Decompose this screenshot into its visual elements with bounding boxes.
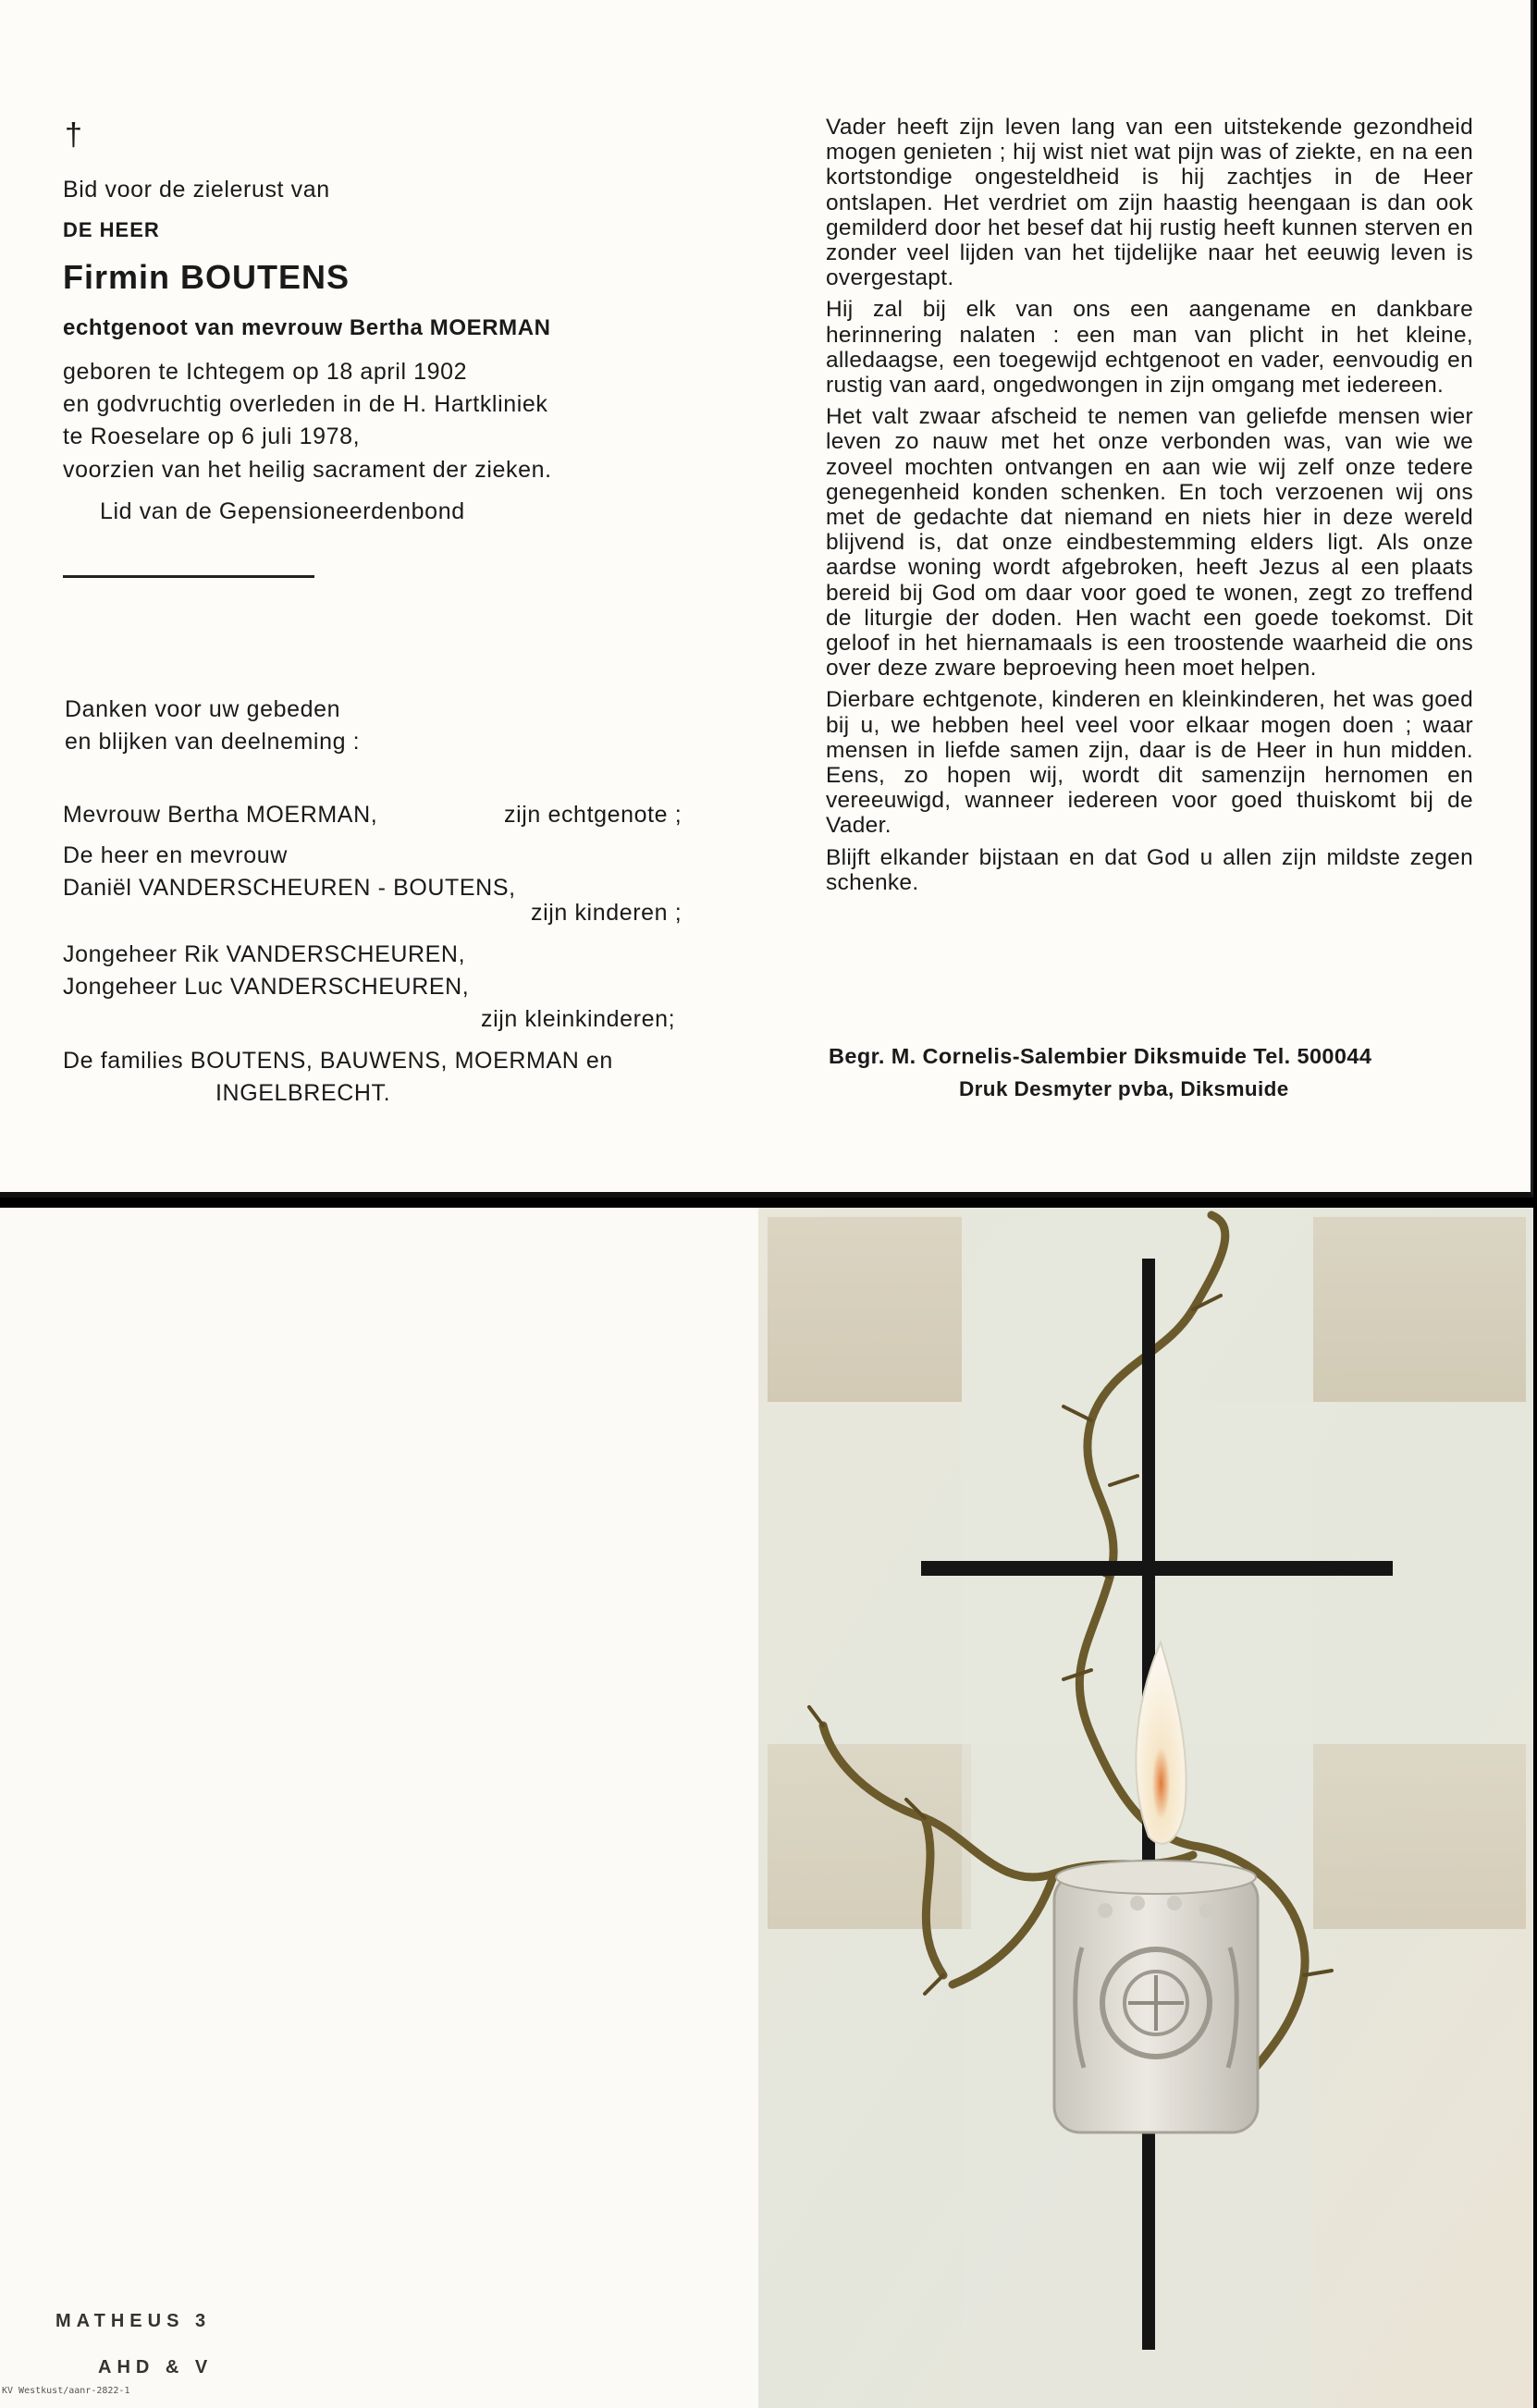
- printer-line: Druk Desmyter pvba, Diksmuide: [959, 1077, 1289, 1100]
- image-credit-2: AHD & V: [98, 2357, 214, 2377]
- cross-symbol: †: [65, 117, 83, 153]
- families-line-2: INGELBRECHT.: [215, 1080, 391, 1106]
- image-credit-1: MATHEUS 3: [55, 2311, 212, 2331]
- divider-line: [63, 575, 314, 578]
- grandchild-1: Jongeheer Rik VANDERSCHEUREN,: [63, 941, 466, 967]
- stone-block: [768, 1744, 971, 1929]
- eulogy-paragraph: Het valt zwaar afscheid te nemen van geliefde mensen wier leven zo nauw met het onze verbonden was, van wie we zoveel mochten ontvangen en aan wie wij zelf onze tedere genegenheid konden schenken. En toch verzoenen wij ons met de gedachte dat niemand en niets hier in deze wereld blijvend is, dat onze eindbestemming elders ligt. Als onze aardse woning wordt afgebroken, heeft Jezus al een plaats bereid bij God om daar voor goed te wonen, zegt zo treffend de liturgie der doden. Hen wacht een goede toekomst. Dit geloof in het hiernamaals is een troostende waarheid die ons over deze zware beproeving heen moet helpen.: [826, 404, 1473, 682]
- died-line-1: en godvruchtig overleden in de H. Hartkliniek: [63, 391, 548, 417]
- grandchildren-role: zijn kleinkinderen;: [481, 1006, 676, 1032]
- archive-stamp: KV Westkust/aanr-2822-1: [2, 2386, 130, 2396]
- children-line-1: De heer en mevrouw: [63, 842, 288, 868]
- deceased-name: [63, 259, 350, 296]
- stone-block: [768, 1217, 962, 1402]
- membership-line: Lid van de Gepensioneerdenbond: [100, 498, 465, 524]
- families-line-1: De families BOUTENS, BAUWENS, MOERMAN en: [63, 1048, 613, 1074]
- cross-horizontal-bar: [921, 1561, 1393, 1576]
- eulogy-paragraph: Blijft elkander bijstaan en dat God u allen zijn mildste zegen schenke.: [826, 844, 1473, 895]
- deceased-last-name: BOUTENS: [180, 258, 350, 296]
- intro-text: Bid voor de zielerust van: [63, 177, 330, 203]
- eulogy-text: [826, 115, 1473, 902]
- died-line-2: te Roeselare op 6 juli 1978,: [63, 424, 361, 449]
- deceased-first-name: Firmin: [63, 258, 171, 296]
- honorific: DE HEER: [63, 218, 160, 241]
- eulogy-paragraph: Dierbare echtgenote, kinderen en kleinkinderen, het was goed bij u, we hebben heel veel voor elkaar mogen doen ; waar mensen in liefde samen zijn, daar is de Heer in hun midden. Eens, zo hopen wij, wordt dit samenzijn hernomen en vereeuwigd, wanneer iedereen voor goed thuiskomt bij de Vader.: [826, 687, 1473, 839]
- born-line: geboren te Ichtegem op 18 april 1902: [63, 359, 468, 385]
- undertaker-line: Begr. M. Cornelis-Salembier Diksmuide Tel. 500044: [829, 1044, 1372, 1068]
- card-back-blank: [0, 1208, 758, 2408]
- spouse-name: Mevrouw Bertha MOERMAN,: [63, 802, 378, 828]
- stone-block: [1313, 1744, 1526, 1929]
- grandchild-2: Jongeheer Luc VANDERSCHEUREN,: [63, 974, 470, 1000]
- children-line-2: Daniël VANDERSCHEUREN - BOUTENS,: [63, 875, 516, 901]
- spouse-line: echtgenoot van mevrouw Bertha MOERMAN: [63, 315, 551, 340]
- thanks-line-1: Danken voor uw gebeden: [65, 696, 341, 722]
- spouse-role: zijn echtgenote ;: [504, 802, 682, 828]
- cross-candle-illustration: [758, 1208, 1533, 2408]
- stone-block: [1313, 1217, 1526, 1402]
- memorial-artwork: [758, 1208, 1533, 2408]
- candle: [1054, 1861, 1258, 2132]
- children-role: zijn kinderen ;: [531, 900, 682, 926]
- thanks-line-2: en blijken van deelneming :: [65, 729, 361, 755]
- memorial-card-text-side: [0, 0, 1533, 1198]
- eulogy-paragraph: Hij zal bij elk van ons een aangename en dankbare herinnering nalaten : een man van plicht in het kleine, alledaagse, een toegewijd echtgenoot en vader, eenvoudig en rustig van aard, ongedwongen in zijn omgang met iedereen.: [826, 297, 1473, 399]
- eulogy-paragraph: Vader heeft zijn leven lang van een uitstekende gezondheid mogen genieten ; hij wist niet wat pijn was of ziekte, en na een kortstondige ongesteldheid is hij zachtjes in de Heer ontslapen. Het verdriet om zijn haastig heengaan is dan ook gemilderd door het besef dat hij rustig heeft kunnen sterven en zonder veel lijden van het tijdelijke naar het eeuwig leven is overgestapt.: [826, 115, 1473, 291]
- sacrament-line: voorzien van het heilig sacrament der zieken.: [63, 457, 552, 483]
